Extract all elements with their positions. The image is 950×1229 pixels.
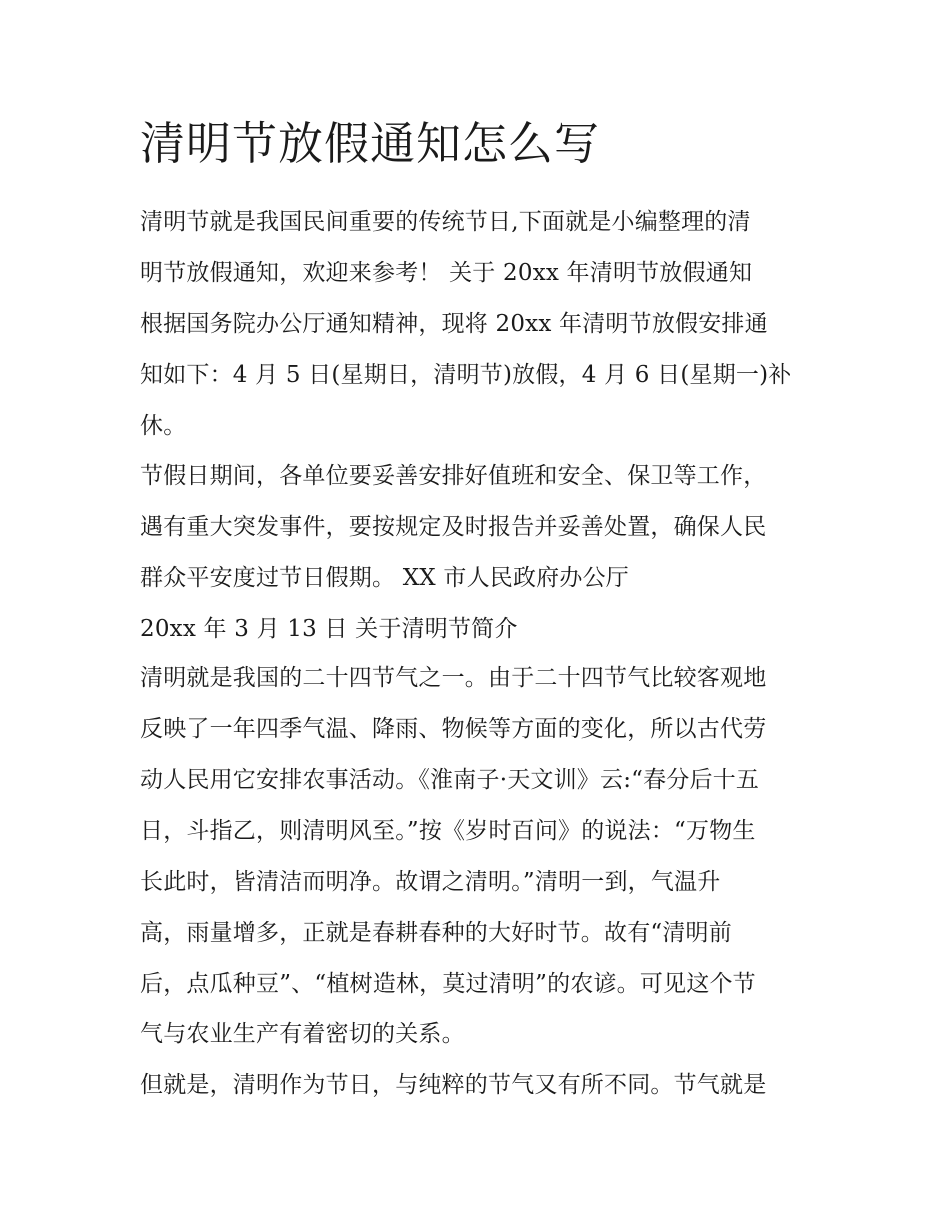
body-line: 高，雨量增多，正就是春耕春种的大好时节。故有“清明前 — [140, 920, 732, 946]
document-title: 清明节放假通知怎么写 — [140, 117, 601, 170]
body-line: 动人民用它安排农事活动。《淮南子·天文训》云:“春分后十五 — [140, 767, 760, 793]
body-line: 清明就是我国的二十四节气之一。由于二十四节气比较客观地 — [140, 665, 767, 691]
body-line: 清明节就是我国民间重要的传统节日,下面就是小编整理的清 — [140, 209, 751, 235]
body-line: 遇有重大突发事件，要按规定及时报告并妥善处置，确保人民 — [140, 514, 767, 540]
body-line: 知如下：4 月 5 日(星期日，清明节)放假，4 月 6 日(星期一)补 — [140, 362, 792, 388]
body-line: 气与农业生产有着密切的关系。 — [140, 1021, 465, 1047]
body-line: 日，斗指乙，则清明风至。”按《岁时百问》的说法：“万物生 — [140, 818, 756, 844]
body-line: 根据国务院办公厅通知精神，现将 20xx 年清明节放假安排通 — [140, 311, 768, 337]
body-line: 节假日期间，各单位要妥善安排好值班和安全、保卫等工作， — [140, 463, 767, 489]
body-line: 后，点瓜种豆”、“植树造林，莫过清明”的农谚。可见这个节 — [140, 971, 756, 997]
body-line: 明节放假通知，欢迎来参考！ 关于 20xx 年清明节放假通知 — [140, 260, 753, 286]
body-line: 20xx 年 3 月 13 日 关于清明节简介 — [140, 616, 518, 642]
body-line: 群众平安度过节日假期。 XX 市人民政府办公厅 — [140, 565, 629, 591]
body-line: 但就是，清明作为节日，与纯粹的节气又有所不同。节气就是 — [140, 1072, 767, 1098]
body-line: 休。 — [140, 413, 187, 439]
body-line: 长此时，皆清洁而明净。故谓之清明。”清明一到，气温升 — [140, 869, 721, 895]
body-line: 反映了一年四季气温、降雨、物候等方面的变化，所以古代劳 — [140, 716, 767, 742]
